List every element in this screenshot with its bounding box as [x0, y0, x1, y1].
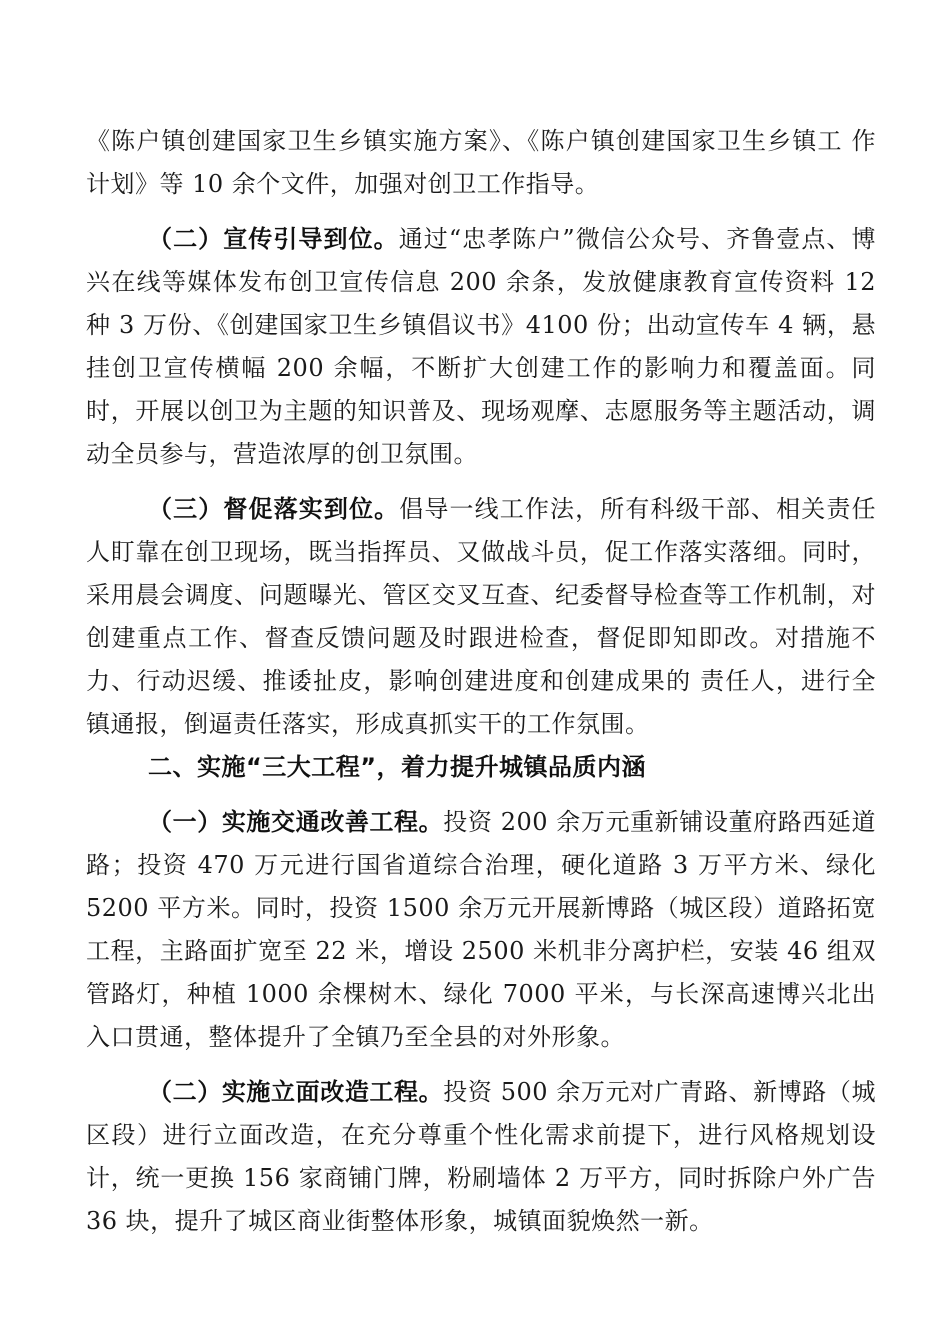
- paragraph-text: 投资 500 余万元对广青路、新博路（城区段）进行立面改造，在充分尊重个性化需求前提下，进行风格规划设计，统一更换 156 家商铺门牌，粉刷墙体 2 万平方，同时拆除户外广告 36 块，提升了城区商业街整体形象，城镇面貌焕然一新。: [86, 1078, 877, 1235]
- paragraph-publicity: [86, 218, 876, 476]
- paragraph-facade: [86, 1071, 876, 1243]
- paragraph-supervision: [86, 488, 876, 746]
- paragraph-text: 《陈户镇创建国家卫生乡镇实施方案》、《陈户镇创建国家卫生乡镇工 作计划》等 10 余个文件，加强对创卫工作指导。: [86, 127, 876, 198]
- paragraph-lead: （一）实施交通改善工程。: [148, 808, 444, 836]
- paragraph-lead: （二）宣传引导到位。: [148, 225, 399, 253]
- paragraph-continuation: [86, 120, 876, 206]
- section-heading: [86, 746, 876, 789]
- paragraph-text: 投资 200 余万元重新铺设董府路西延道路；投资 470 万元进行国省道综合治理，硬化道路 3 万平方米、绿化 5200 平方米。同时，投资 1500 余万元开展新博路（城区段）道路拓宽工程，主路面扩宽至 22 米，增设 2500 米机非分离护栏，安装 46 组双管路灯，种植 1000 余棵树木、绿化 7000 平米，与长深高速博兴北出入口贯通，整体提升了全镇乃至全县的对外形象。: [86, 808, 877, 1051]
- paragraph-lead: （二）实施立面改造工程。: [148, 1078, 444, 1106]
- section-heading-text: 二、实施“三大工程”，着力提升城镇品质内涵: [148, 753, 647, 781]
- paragraph-traffic: [86, 801, 876, 1059]
- document-body: [86, 120, 876, 1243]
- paragraph-text: 通过“忠孝陈户”微信公众号、齐鲁壹点、博兴在线等媒体发布创卫宣传信息 200 余条，发放健康教育宣传资料 12 种 3 万份、《创建国家卫生乡镇倡议书》4100 份；出动宣传车 4 辆，悬挂创卫宣传横幅 200 余幅，不断扩大创建工作的影响力和覆盖面。同时，开展以创卫为主题的知识普及、现场观摩、志愿服务等主题活动，调动全员参与，营造浓厚的创卫氛围。: [86, 225, 877, 468]
- paragraph-text: 倡导一线工作法，所有科级干部、相关责任人盯靠在创卫现场，既当指挥员、又做战斗员，促工作落实落细。同时，采用晨会调度、问题曝光、管区交叉互查、纪委督导检查等工作机制，对创建重点工作、督查反馈问题及时跟进检查，督促即知即改。对措施不力、行动迟缓、推诿扯皮，影响创建进度和创建成果的 责任人，进行全镇通报，倒逼责任落实，形成真抓实干的工作氛围。: [86, 495, 876, 738]
- paragraph-lead: （三）督促落实到位。: [148, 495, 400, 523]
